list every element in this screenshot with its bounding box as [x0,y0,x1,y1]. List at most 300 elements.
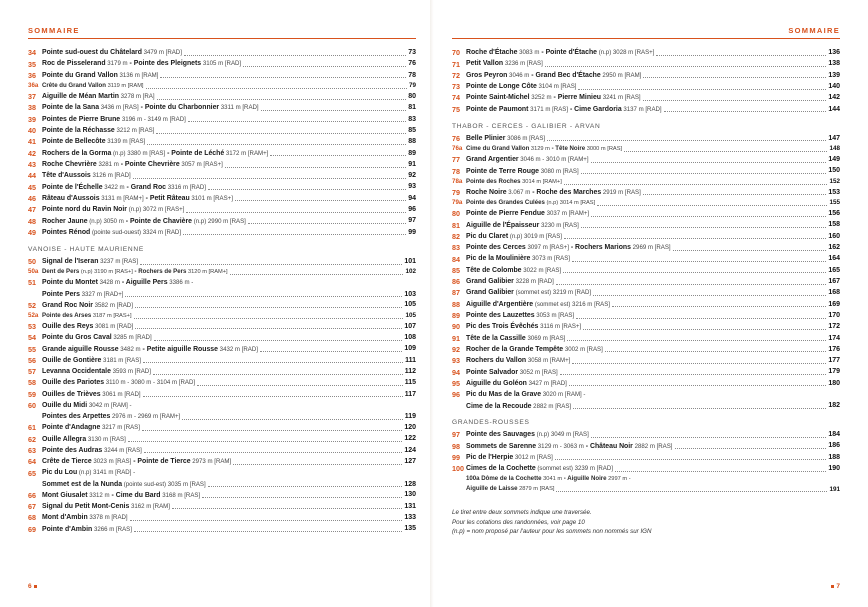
summit-altitude-secondary: 2950 m [RAM] [600,71,642,79]
summit-name: Pointe des Arses [42,311,92,319]
toc-entry[interactable] [28,92,416,102]
toc-entry[interactable] [28,401,416,411]
summit-name: Rocher Jaune [42,217,88,225]
toc-entry[interactable] [452,178,840,187]
toc-entry-number: 85 [452,265,460,275]
footnotes [452,508,840,537]
toc-entry-title [42,115,186,125]
toc-entry[interactable] [28,490,416,500]
toc-entry[interactable] [452,188,840,198]
toc-entry-body [42,457,416,467]
summit-name: Rocher de la Grande Tempête [466,345,564,353]
toc-page-number: 162 [828,244,840,252]
summit-name-secondary: - Pointe de Tierce [131,458,191,466]
leader-dots [233,464,402,465]
toc-page-number: 80 [408,92,416,100]
leader-dots [143,396,403,397]
toc-entry[interactable] [28,149,416,159]
toc-entry-body [466,401,840,411]
toc-page-number: 174 [828,334,840,342]
summit-altitude: 3023 m [RAS] [91,458,132,466]
leader-dots [147,144,406,145]
toc-entry-title [42,468,135,478]
toc-entry-title [42,525,132,535]
toc-entry-number: 99 [452,452,460,462]
summit-altitude: 3073 m [RAS] [530,255,570,263]
toc-entry-number: 49 [28,227,36,237]
toc-entry[interactable] [452,199,840,208]
leader-dots [135,328,402,329]
summit-name: Grand Argentier [466,156,519,164]
toc-entry-body [466,145,840,154]
toc-entry[interactable] [28,524,416,534]
toc-entry[interactable] [452,48,840,58]
summit-altitude: 3427 m [RAD] [526,379,567,387]
summit-altitude: 3378 m [RAD] [87,514,128,522]
footnote-line: (n.p) = nom proposé par l'auteur pour les sommets non nommés sur IGN [452,528,652,536]
toc-entry-line [42,149,416,159]
toc-entry-number: 57 [28,367,36,377]
toc-entry-number: 92 [452,345,460,355]
leader-dots [591,216,826,217]
summit-altitude: 3083 m [517,49,540,57]
toc-page-number: 120 [404,424,416,432]
toc-entry[interactable] [28,103,416,113]
leader-dots [172,508,402,509]
toc-entry-number: 43 [28,160,36,170]
toc-entry[interactable] [28,312,416,321]
summit-name-secondary: - Château Noir [583,442,633,450]
summit-name: Pic du Lou [42,469,78,477]
section-heading-vanoise: VANOISE - HAUTE MAURIENNE [28,245,144,253]
leader-dots [128,441,403,442]
toc-entry-line [466,334,840,344]
toc-page-number: 115 [404,379,416,387]
toc-entry-line [466,199,840,208]
toc-entry-line [466,254,840,264]
summit-altitude-secondary: 3137 m [RAD] [621,105,662,113]
toc-page-number: 135 [404,525,416,533]
summit-name: Roc de Pisselerand [42,60,106,68]
toc-entry[interactable] [28,182,416,192]
summit-name: Pic des Trois Évêchés [466,323,539,331]
toc-entry-line [466,209,840,219]
toc-entry-line [42,268,416,277]
summit-altitude: 3022 m [RAS] [521,266,562,274]
summit-name: Sommets de Sarenne [466,442,537,450]
toc-entry[interactable] [28,59,416,69]
summit-altitude: 3196 m - 3149 m [RAD] [120,115,186,123]
toc-entry[interactable] [28,290,416,300]
leader-dots [156,133,406,134]
toc-entry[interactable] [28,434,416,444]
toc-entry-line [42,82,416,91]
toc-entry[interactable] [28,194,416,204]
toc-entry[interactable] [452,288,840,298]
toc-entry[interactable] [452,485,840,494]
toc-entry-title [42,183,206,193]
summit-altitude: 3.067 m [506,188,531,196]
toc-page-number: 190 [828,464,840,472]
toc-entry-title [466,300,610,310]
toc-entry-body [466,300,840,310]
toc-entry-title [466,93,641,103]
toc-entry-line [466,430,840,440]
toc-entry[interactable] [452,209,840,219]
toc-entry[interactable] [28,228,416,238]
left-toc-list [28,48,416,535]
toc-entry-line [42,367,416,377]
toc-entry-number: 94 [452,367,460,377]
toc-page-number: 177 [828,357,840,365]
toc-entry-title [42,301,133,311]
toc-entry[interactable] [28,278,416,288]
toc-entry[interactable] [452,300,840,310]
toc-entry-line [42,322,416,332]
toc-entry-line [466,188,840,198]
toc-entry-body [466,134,840,144]
summit-altitude: 3228 m [RAD] [513,278,554,286]
toc-entry-body [42,205,416,215]
leader-dots [243,66,406,67]
summit-name: Grand Roc Noir [42,301,93,309]
summit-name: Rochers du Vallon [466,357,527,365]
toc-entry-body [42,103,416,113]
toc-entry-title [42,356,141,366]
toc-page-number: 165 [828,266,840,274]
toc-entry-number: 88 [452,299,460,309]
summit-altitude-secondary: 3311 m [RAD] [219,104,259,112]
toc-page-number: 152 [829,177,840,185]
header-rule-right [452,38,840,39]
toc-entry-body [466,379,840,389]
toc-entry[interactable] [452,243,840,253]
toc-entry-number: 50 [28,257,36,267]
leader-dots [208,189,406,190]
toc-entry[interactable] [28,257,416,267]
toc-entry-line [42,490,416,500]
toc-entry-line [42,356,416,366]
toc-entry[interactable] [452,401,840,411]
summit-name: Pointe sud-ouest du Châtelard [42,49,142,57]
toc-entry[interactable] [28,513,416,523]
toc-entry[interactable] [452,59,840,69]
toc-entry-title [42,103,259,113]
toc-page-number: 184 [828,431,840,439]
summit-name-secondary: - Aiguille Noire [562,475,607,483]
toc-entry-body [42,137,416,147]
summit-name: Pointe des Lauzettes [466,312,535,320]
toc-entry[interactable] [452,464,840,474]
sommaire-label-left: SOMMAIRE [28,26,80,35]
leader-dots [573,408,826,409]
toc-entry-number: 61 [28,423,36,433]
toc-entry[interactable] [452,322,840,332]
toc-entry-number: 52a [28,311,39,319]
summit-altitude: 3041 m [541,476,563,483]
toc-entry-title [466,243,671,253]
toc-entry-line [42,446,416,456]
toc-entry[interactable] [28,71,416,81]
toc-entry[interactable] [28,115,416,125]
toc-entry[interactable] [28,367,416,377]
toc-page-number: 107 [404,322,416,330]
toc-entry-body [42,344,416,354]
summit-name: Sommet est de la Nunda [42,480,123,488]
toc-entry-title [466,390,585,400]
summit-altitude: 3139 m [RAS] [105,138,146,146]
toc-entry-body [466,59,840,69]
leader-dots [154,340,403,341]
summit-altitude-secondary: 3105 m [RAD] [201,60,242,68]
leader-dots [160,77,406,78]
toc-entry-title [466,232,562,242]
toc-entry-title [466,368,558,378]
toc-entry[interactable] [28,378,416,388]
toc-entry[interactable] [452,266,840,276]
toc-entry[interactable] [28,216,416,226]
toc-entry-line [42,412,416,422]
summit-name: Cime de la Recoude [466,402,532,410]
toc-entry-line [42,59,416,69]
toc-entry[interactable] [28,171,416,181]
toc-entry[interactable] [28,502,416,512]
toc-entry[interactable] [28,82,416,91]
toc-entry[interactable] [28,300,416,310]
summit-altitude-secondary: 3057 m [RAS+] [179,161,223,168]
toc-entry-title [42,82,144,91]
toc-entry-line [42,401,416,411]
summit-altitude: 3002 m [RAS] [563,345,603,353]
summit-name-secondary: - Pointe de Léché [165,149,225,157]
toc-entry-line [466,453,840,463]
toc-entry-line [42,290,416,300]
toc-entry[interactable] [28,48,416,58]
toc-entry-title [466,379,567,389]
summit-altitude: 3080 m [RAS] [539,167,579,175]
toc-entry[interactable] [452,232,840,242]
toc-entry[interactable] [28,322,416,332]
toc-entry[interactable] [28,160,416,170]
toc-entry-body [466,464,840,474]
summit-name: Levanna Occidentale [42,368,111,376]
summit-name-secondary: - Rochers de Pers [132,268,187,276]
leader-dots [563,272,826,273]
toc-page-number: 167 [828,277,840,285]
summit-altitude: (n.p) 3380 m [RAS] [111,149,166,157]
toc-entry-number: 69 [28,524,36,534]
summit-altitude-secondary: 3120 m [RAM+] [186,269,228,276]
toc-page-number: 93 [408,183,416,191]
toc-entry-title [466,475,631,484]
section-heading-grandes-rousses: GRANDES-ROUSSES [452,419,530,427]
summit-name-secondary: - Pointe d'Étache [539,49,597,57]
summit-altitude: 3236 m [RAS] [503,60,543,68]
page-folio-right [829,583,840,590]
toc-entry-number: 42 [28,148,36,158]
toc-entry-line [466,390,840,400]
toc-page-number: 149 [828,156,840,164]
toc-entry[interactable] [452,155,840,165]
toc-entry[interactable] [452,356,840,366]
toc-entry-line [42,48,416,58]
toc-entry-body [466,105,840,115]
summit-altitude: (n.p) 3050 m [87,217,124,225]
summit-altitude: 3237 m [RAS] [98,258,139,265]
summit-name: Pointe des Cerces [466,244,526,252]
toc-page-number: 169 [828,300,840,308]
toc-entry[interactable] [28,446,416,456]
summit-altitude: 3052 m [RAS] [518,368,558,376]
toc-entry[interactable] [452,166,840,176]
toc-entry[interactable] [452,334,840,344]
toc-entry-number: 65 [28,468,36,478]
toc-entry-body [466,48,840,58]
toc-page-number: 176 [828,345,840,353]
toc-entry[interactable] [28,457,416,467]
toc-entry-body [466,220,840,230]
toc-entry-number: 47 [28,205,36,215]
toc-entry-line [466,145,840,154]
toc-entry[interactable] [28,333,416,343]
toc-entry-number: 84 [452,254,460,264]
toc-entry-number: 72 [452,70,460,80]
toc-entry-number: 38 [28,103,36,113]
header-rule-left [28,38,416,39]
toc-entry[interactable] [28,344,416,354]
toc-entry-line [466,82,840,92]
toc-entry[interactable] [452,475,840,484]
summit-name: Aiguille de l'Épaisseur [466,221,540,229]
summit-name-secondary: - Pointe Chevrière [118,161,180,168]
toc-entry[interactable] [452,367,840,377]
toc-entry[interactable] [452,379,840,389]
toc-entry[interactable] [28,268,416,277]
summit-name: Pointes de Pierre Brune [42,115,121,123]
toc-entry-title [466,145,622,154]
summit-altitude: 3020 m [RAM] - [541,391,586,399]
leader-dots [133,178,406,179]
toc-entry[interactable] [452,105,840,115]
toc-entry-title [42,491,200,501]
summit-altitude: 3012 m [RAS] [513,453,553,461]
toc-page-number: 91 [408,160,416,168]
toc-entry[interactable] [452,134,840,144]
folio-square-right [831,585,834,588]
toc-entry[interactable] [28,390,416,400]
summit-altitude: 3129 m [529,146,550,152]
toc-entry-title [42,137,145,147]
toc-entry-number: 86 [452,277,460,287]
toc-entry[interactable] [28,412,416,422]
toc-entry-line [466,311,840,321]
toc-entry-body [466,93,840,103]
toc-entry[interactable] [452,254,840,264]
summit-altitude: 3582 m [RAD] [92,301,133,309]
toc-entry-line [42,257,416,267]
toc-entry-number: 52 [28,300,36,310]
summit-name-secondary: - Roche des Marches [530,188,602,196]
toc-page-number: 168 [828,289,840,297]
leader-dots [656,55,826,56]
summit-altitude: 3479 m [RAD] [141,49,182,57]
toc-page-number: 170 [828,311,840,319]
folio-square-left [34,585,37,588]
toc-entry[interactable] [28,423,416,433]
summit-altitude: 3130 m [RAS] [86,435,126,443]
summit-altitude-secondary: 2919 m [RAS] [601,188,641,196]
toc-entry-title [466,134,545,144]
toc-entry-number: 75 [452,104,460,114]
toc-entry[interactable] [452,71,840,81]
toc-entry-title [42,367,151,377]
leader-dots [225,167,406,168]
summit-name: Pointe nord du Ravin Noir [42,206,127,214]
toc-entry-line [42,278,416,288]
toc-entry[interactable] [28,356,416,366]
summit-name: Pic de la Moulinière [466,255,531,263]
toc-entry[interactable] [452,220,840,230]
toc-page-number: 108 [404,334,416,342]
toc-page-number: 81 [408,104,416,112]
toc-entry[interactable] [452,311,840,321]
leader-dots [564,238,826,239]
toc-entry-body [42,268,416,277]
toc-entry[interactable] [28,126,416,136]
toc-entry-body [466,441,840,451]
toc-entry[interactable] [28,468,416,478]
toc-entry-number: 74 [452,93,460,103]
toc-entry[interactable] [452,82,840,92]
toc-entry-title [42,278,193,288]
toc-entry[interactable] [452,453,840,463]
summit-altitude: (pointe sud-ouest) 3324 m [RAD] [90,228,182,236]
toc-entry[interactable] [452,93,840,103]
toc-entry-title [466,59,543,69]
toc-entry[interactable] [28,137,416,147]
toc-entry[interactable] [28,205,416,215]
toc-entry[interactable] [452,430,840,440]
toc-page-number: 85 [408,126,416,134]
toc-entry[interactable] [452,145,840,154]
summit-altitude: 3278 m [RA] [118,93,155,101]
toc-entry-number: 51 [28,278,36,288]
toc-entry-title [466,453,553,463]
toc-entry[interactable] [452,277,840,287]
toc-page-number: 112 [404,367,416,375]
toc-entry-number: 40 [28,126,36,136]
leader-dots [183,234,406,235]
toc-entry-body [42,446,416,456]
toc-entry[interactable] [452,345,840,355]
toc-entry-number: 76a [452,145,463,153]
toc-page-number: 105 [404,301,416,309]
toc-page-number: 83 [408,115,416,123]
summit-altitude: 3181 m [RAS] [101,356,141,364]
toc-page-number: 109 [404,345,416,353]
toc-entry-line [466,266,840,276]
toc-entry-line [42,378,416,388]
toc-entry-body [466,266,840,276]
toc-entry[interactable] [452,441,840,451]
toc-entry-number: 83 [452,243,460,253]
toc-entry[interactable] [452,390,840,400]
toc-entry[interactable] [28,480,416,490]
leader-dots [157,99,407,100]
toc-entry-line [466,288,840,298]
leader-dots [186,212,406,213]
summit-altitude-secondary: 2969 m [RAS] [630,244,671,252]
